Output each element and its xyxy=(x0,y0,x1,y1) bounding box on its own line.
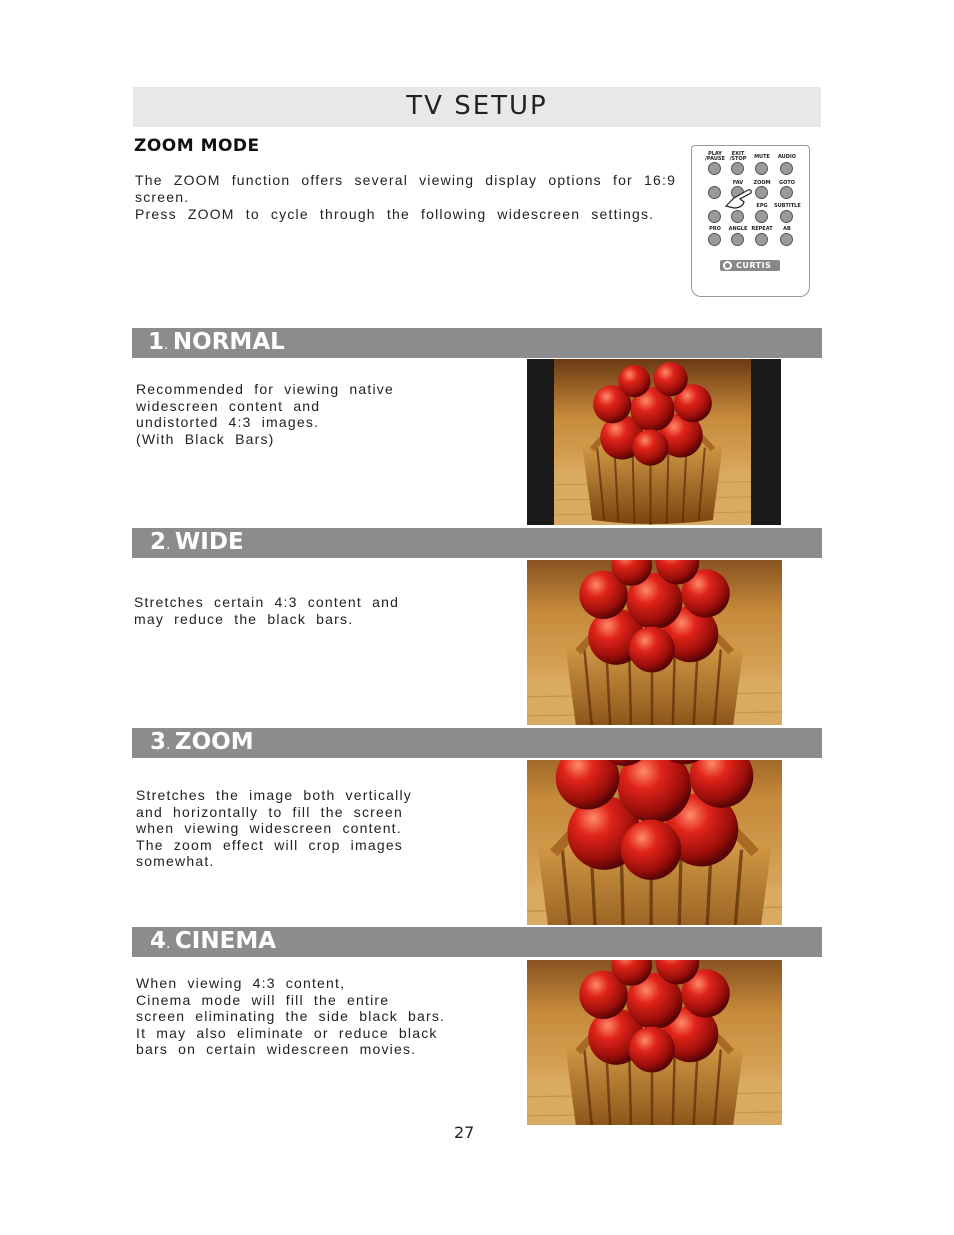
title-bar xyxy=(133,87,821,127)
remote-label-fav: FAV xyxy=(732,180,744,186)
intro-line-2: Press ZOOM to cycle through the following widescreen settings. xyxy=(135,206,655,222)
remote-label-zoom: ZOOM xyxy=(753,180,771,186)
section-name: WIDE xyxy=(174,529,244,555)
section-number: 2 xyxy=(150,529,167,555)
remote-label-ab: AB xyxy=(783,226,791,232)
section-text-cinema: When viewing 4:3 content, Cinema mode will fill the entire screen eliminating the side black bars. It may also eliminate or reduce black bars on certain widescreen movies. xyxy=(136,975,446,1057)
curtis-logo-icon xyxy=(723,261,732,270)
remote-button-subtitle xyxy=(780,210,793,223)
zoom-mode-heading: ZOOM MODE xyxy=(134,136,260,156)
section-name: NORMAL xyxy=(172,329,285,355)
curtis-logo-text: CURTIS xyxy=(736,261,772,270)
remote-label-mute: MUTE xyxy=(754,154,770,160)
remote-button-pro xyxy=(708,233,721,246)
remote-label-repeat: REPEAT xyxy=(751,226,773,232)
remote-button-audio xyxy=(780,162,793,175)
section-name: CINEMA xyxy=(174,928,277,954)
remote-label-goto: GOTO xyxy=(778,180,795,186)
page-number: 27 xyxy=(454,1123,475,1142)
intro-line-1: The ZOOM function offers several viewing display options for 16:9 screen. xyxy=(135,172,677,205)
section-heading-normal: 1. NORMAL xyxy=(148,329,285,355)
remote-label-exit-stop: EXIT /STOP xyxy=(729,151,747,162)
remote-button-zoom xyxy=(755,186,768,199)
remote-button-angle xyxy=(731,233,744,246)
apple-basket-photo-zoom xyxy=(527,760,782,925)
section-text-normal: Recommended for viewing native widescreen content and undistorted 4:3 images. (With Black Bars) xyxy=(136,381,394,447)
section-name: ZOOM xyxy=(174,729,254,755)
zoom-mode-intro xyxy=(135,172,700,223)
section-heading-wide: 2. WIDE xyxy=(150,529,244,555)
section-bar-normal xyxy=(132,328,822,358)
remote-button-mute xyxy=(755,162,768,175)
pointing-hand-icon xyxy=(724,184,754,210)
remote-button-next xyxy=(731,210,744,223)
section-number: 3 xyxy=(150,729,167,755)
section-bar-cinema xyxy=(132,927,822,957)
remote-label-subtitle: SUBTITLE xyxy=(774,203,801,209)
section-bar-zoom xyxy=(132,728,822,758)
section-number: 1 xyxy=(148,329,165,355)
remote-label-play-pause: PLAY /PAUSE xyxy=(705,151,725,162)
remote-label-audio: AUDIO xyxy=(777,154,797,160)
section-text-wide: Stretches certain 4:3 content and may reduce the black bars. xyxy=(134,594,400,627)
section-number: 4 xyxy=(150,928,167,954)
section-heading-zoom: 3. ZOOM xyxy=(150,729,254,755)
remote-button-prev xyxy=(708,210,721,223)
section-bar-wide xyxy=(132,528,822,558)
remote-label-epg: EPG xyxy=(756,203,768,209)
curtis-logo xyxy=(720,260,780,271)
apple-basket-photo-cinema xyxy=(527,960,782,1125)
remote-button-rewind xyxy=(708,186,721,199)
remote-control-illustration xyxy=(691,145,810,297)
remote-button-ab xyxy=(780,233,793,246)
page-title: TV SETUP xyxy=(406,91,548,121)
section-heading-cinema: 4. CINEMA xyxy=(150,928,277,954)
remote-button-play xyxy=(708,162,721,175)
remote-button-epg xyxy=(755,210,768,223)
remote-button-goto xyxy=(780,186,793,199)
apple-basket-photo-wide xyxy=(527,560,782,725)
remote-button-repeat xyxy=(755,233,768,246)
remote-button-stop xyxy=(731,162,744,175)
remote-label-angle: ANGLE xyxy=(728,226,748,232)
apple-basket-photo-normal xyxy=(527,359,781,525)
section-text-zoom: Stretches the image both vertically and horizontally to fill the screen when viewing widescreen content. The zoom effect will crop images somewhat. xyxy=(136,787,412,869)
remote-label-pro: PRO xyxy=(709,226,721,232)
